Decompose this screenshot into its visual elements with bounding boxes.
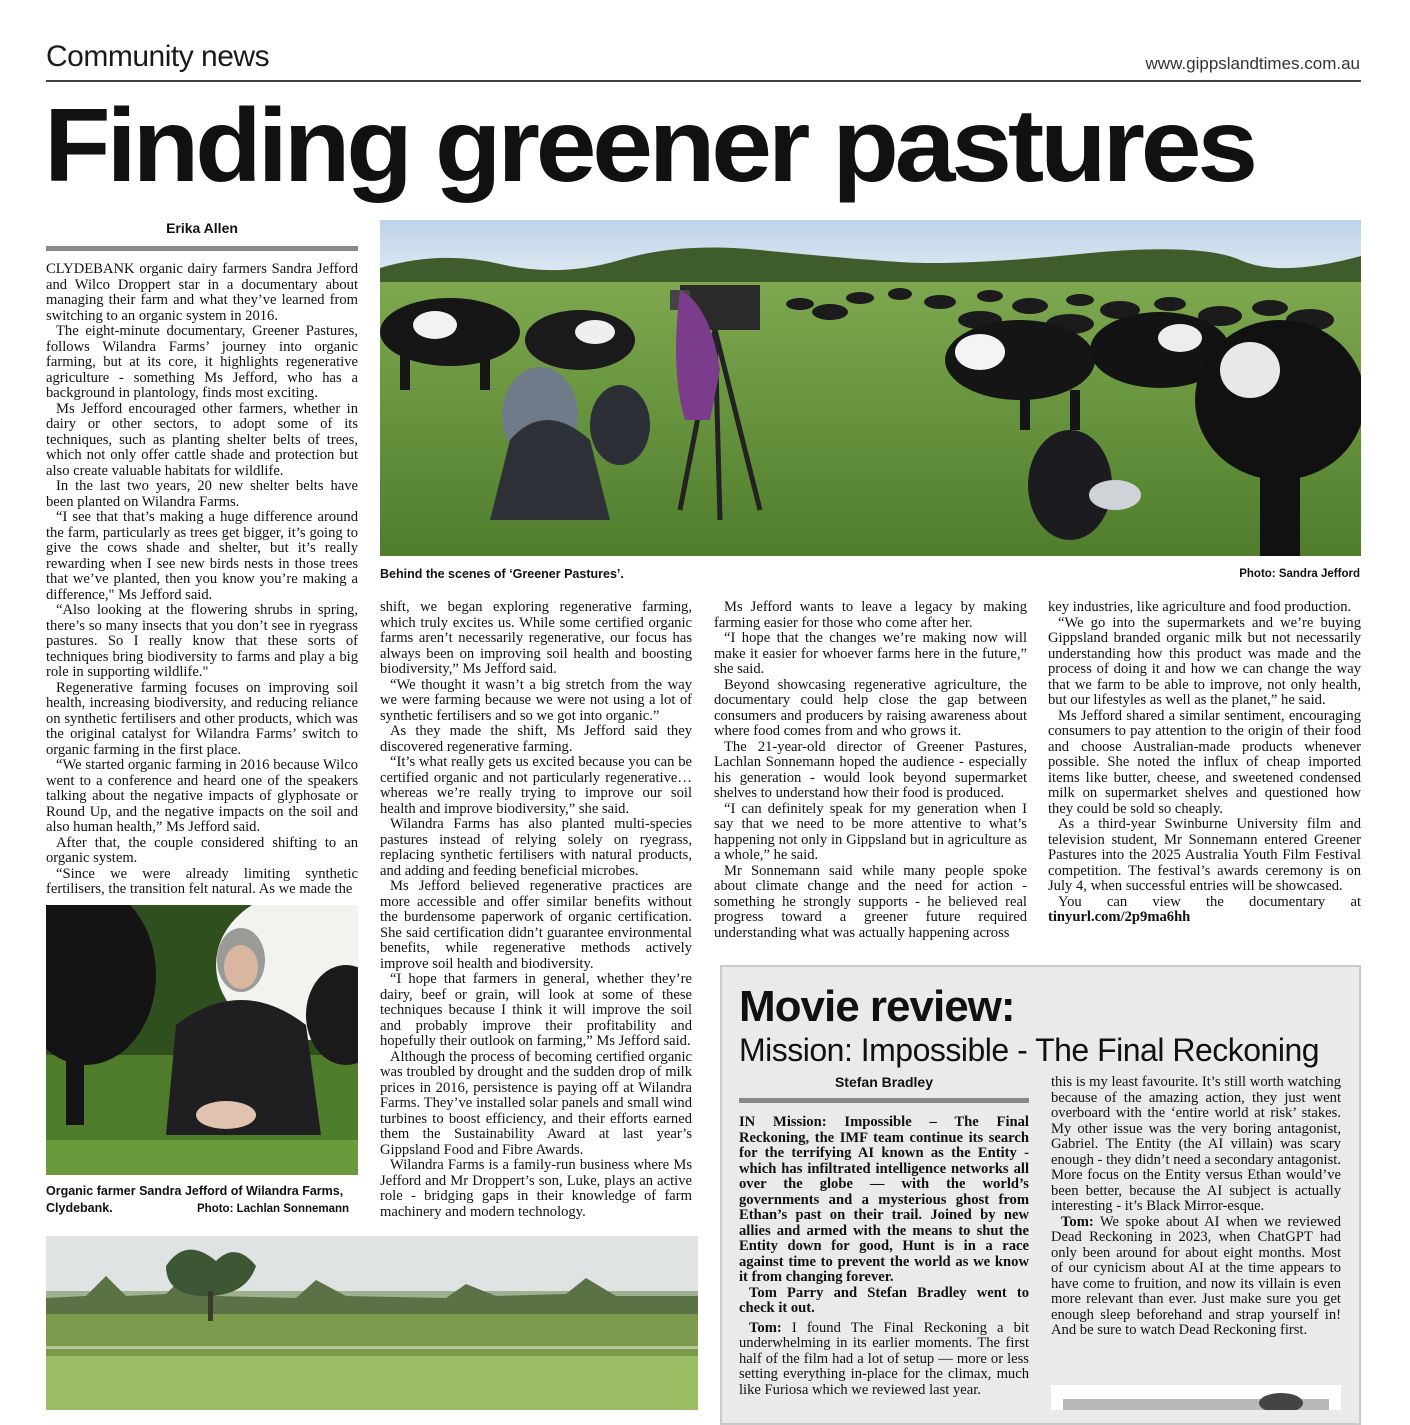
photo-film-crew-cows (380, 220, 1361, 556)
paragraph: this is my least favourite. It’s still worth watching because of the amazing action, they just went overboard with the ‘entire world at risk’ stakes. My other issue was the very boring antagonist, Gabriel. The Entity (the AI villain) was scary enough - they didn’t need a secondary antagonist. More focus on the Entity versus Ethan would’ve been better, because the AI subject is actually interesting - it’s Black Mirror-esque. (1051, 1074, 1341, 1214)
paragraph: “I hope that the changes we’re making now will make it easier for whoever farms here in the future,” she said. (714, 630, 1027, 677)
review-intro: IN Mission: Impossible – The Final Reckoning, the IMF team continue its search for the terrifying AI known as the Entity - which has infiltrated intelligence networks all over the globe — with the world’s governments and a mysterious ghost from Ethan’s past on their trail. Joined by new allies and armed with the means to shut the Entity down for good, Hunt is in a race against time to prevent the world as we know it from changing forever. (739, 1115, 1029, 1285)
review-photo (1051, 1385, 1341, 1410)
paragraph: Ms Jefford wants to leave a legacy by making farming easier for those who come after her. (714, 599, 1027, 631)
website-url[interactable]: www.gippslandtimes.com.au (1145, 54, 1360, 73)
paragraph: As they made the shift, Ms Jefford said they discovered regenerative farming. (380, 723, 692, 755)
paragraph: key industries, like agriculture and food production. (1048, 599, 1352, 615)
paragraph: Wilandra Farms is a family-run business where Ms Jefford and Mr Droppert’s son, Luke, plays an active role - bridging gaps in their knowledge of farm machinery and modern technology. (380, 1157, 692, 1220)
article-column-4 (1048, 600, 1361, 926)
article-column-3 (714, 600, 1027, 941)
photo-credit: Photo: Lachlan Sonnemann (197, 1203, 350, 1215)
headline: Finding greener pastures (44, 88, 1254, 204)
review-subtitle: Mission: Impossible - The Final Reckoning (739, 1032, 1320, 1068)
paragraph: “Also looking at the flowering shrubs in spring, there’s so many insects that you don’t see in ryegrass pastures. So I really know that these sorts of techniques bring biodiversity to farms and play a big role in supporting wildlife." (46, 602, 358, 680)
documentary-link[interactable]: tinyurl.com/2p9ma6hh (1048, 909, 1191, 925)
photo-farm-landscape (46, 1236, 698, 1410)
paragraph: Tom: I found The Final Reckoning a bit underwhelming in its earlier moments. The first half of the film had a lot of setup — more or less setting everything in-place for the climax, much like Furiosa which we reviewed last year. (739, 1319, 1029, 1398)
review-column-2 (1051, 1075, 1341, 1339)
review-title: Movie review: (739, 982, 1015, 1031)
paragraph: In the last two years, 20 new shelter belts have been planted on Wilandra Farms. (46, 478, 358, 510)
paragraph: Ms Jefford believed regenerative practices are more accessible and offer similar benefits without the burdensome paperwork of organic certification. She said certification didn’t guarantee environmental benefits, while regenerative methods actively improve soil health and biodiversity. (380, 878, 692, 972)
paragraph: The 21-year-old director of Greener Pastures, Lachlan Sonnemann hoped the audience - especially his generation - would look beyond supermarket shelves to understand how their food is produced. (714, 738, 1027, 801)
photo-credit: Photo: Sandra Jefford (1239, 568, 1360, 580)
paragraph: Wilandra Farms has also planted multi-species pastures instead of relying solely on ryegrass, replacing synthetic fertilisers with natural products, and adding and feeding beneficial microbes. (380, 816, 692, 879)
photo-sandra-jefford (46, 905, 358, 1175)
article-column-2 (380, 600, 692, 1220)
paragraph: “We started organic farming in 2016 because Wilco went to a conference and heard one of the speakers talking about the negative impacts of glyphosate or Round Up, and the negative impacts on the soil and also human health,” Ms Jefford said. (46, 757, 358, 835)
paragraph: “It’s what really gets us excited because you can be certified organic and not particularly regenerative… whereas we’re really trying to improve our soil health and improve biodiversity,” she said. (380, 754, 692, 817)
paragraph: “I see that that’s making a huge difference around the farm, particularly as trees get bigger, it’s going to give the cows shade and shelter, but it’s really rewarding when I see new birds nests in those trees that we’ve planted, then you know you’re making a difference," Ms Jefford said. (46, 509, 358, 603)
paragraph: “We thought it wasn’t a big stretch from the way we were farming because we were not using a lot of synthetic fertilisers and so we got into organic.” (380, 676, 692, 724)
paragraph: “I hope that farmers in general, whether they’re dairy, beef or grain, will look at some of these techniques because I think it will improve the soil and probably improve their profitability and hopefully their outlook on farming,” Ms Jefford said. (380, 971, 692, 1049)
review-byline: Stefan Bradley (834, 1074, 934, 1090)
paragraph: You can view the documentary at tinyurl.com/2p9ma6hh (1048, 893, 1361, 925)
photo-caption: Organic farmer Sandra Jefford of Wilandra Farms, Clydebank. (46, 1184, 344, 1215)
photo-caption: Behind the scenes of ‘Greener Pastures’. (380, 567, 624, 581)
review-byline-rule (739, 1098, 1029, 1103)
paragraph: Regenerative farming focuses on improving soil health, increasing biodiversity, and reducing reliance on synthetic fertilisers and other products, which was the original catalyst for Wilandra Farms’ switch to organic farming in the first place. (46, 679, 358, 758)
paragraph: Tom: We spoke about AI when we reviewed Dead Reckoning in 2023, when ChatGPT had only been around for about eight months. Most of our cynicism about AI at the time appears to have come to fruition, and now its villain is even more relevant than ever. Just make sure you get enough sleep beforehand and strap yourself in! And be sure to watch Dead Reckoning first. (1051, 1213, 1341, 1338)
paragraph: “Since we were already limiting synthetic fertilisers, the transition felt natural. As we made the (46, 865, 358, 897)
paragraph: Ms Jefford encouraged other farmers, whether in dairy or other sectors, to adopt some of its techniques, such as planting shelter belts of trees, which not only offer cattle shade and protection but also create valuable habitats for wildlife. (46, 400, 358, 479)
article-column-1 (46, 262, 358, 898)
header-rule (46, 80, 1361, 82)
paragraph: As a third-year Swinburne University film and television student, Mr Sonnemann entered Greener Pastures into the 2025 Australia Youth Film Festival competition. The festival’s awards ceremony is on July 4, when successful entries will be showcased. (1048, 816, 1361, 894)
review-intro-2: Tom Parry and Stefan Bradley went to check it out. (739, 1284, 1029, 1316)
paragraph: “I can definitely speak for my generation when I say that we need to be more attentive to what’s happening not only in Gippsland but in agriculture as a whole,” he said. (714, 800, 1027, 863)
byline: Erika Allen (166, 220, 238, 236)
paragraph: Beyond showcasing regenerative agriculture, the documentary could help close the gap between consumers and producers by raising awareness about where food comes from and who grows it. (714, 676, 1027, 739)
paragraph: CLYDEBANK organic dairy farmers Sandra Jefford and Wilco Droppert star in a documentary about managing their farm and what they’ve learned from switching to an organic system in 2016. (46, 261, 358, 324)
review-column-1 (739, 1115, 1029, 1405)
paragraph: shift, we began exploring regenerative farming, which truly excites us. While some certified organic farms aren’t necessarily regenerative, our focus has always been on improving soil health and boosting biodiversity,” Ms Jefford said. (380, 599, 692, 677)
paragraph: The eight-minute documentary, Greener Pastures, follows Wilandra Farms’ journey into organic farming, but at its core, it highlights regenerative agriculture - something Ms Jefford, who has a background in plantology, finds most exciting. (46, 323, 358, 401)
section-title: Community news (46, 40, 270, 73)
paragraph: Mr Sonnemann said while many people spoke about climate change and the need for action - something he strongly supports - he believed real progress toward a greener future required understanding what was actually happening across (714, 862, 1027, 941)
paragraph: After that, the couple considered shifting to an organic system. (46, 834, 358, 866)
paragraph: Although the process of becoming certified organic was troubled by drought and the sudden drop of milk prices in 2016, persistence is paying off at Wilandra Farms. They’ve installed solar panels and small wind turbines to boost efficiency, and their efforts earned them the Sustainability Award at last year’s Gippsland Food and Fibre Awards. (380, 1048, 692, 1158)
byline-rule (46, 246, 358, 251)
paragraph: Ms Jefford shared a similar sentiment, encouraging consumers to pay attention to the origin of their food and choose Australian-made products whenever possible. She noted the influx of cheap imported items like butter, cheese, and sweetened condensed milk on supermarket shelves and questioned how they could be sold so cheaply. (1048, 707, 1361, 817)
paragraph: “We go into the supermarkets and we’re buying Gippsland branded organic milk but not necessarily understanding how this product was made and the process of doing it and how we can change the way that we farm to be able to improve, not only health, but our lifestyles as well as the planet,” he said. (1048, 614, 1361, 708)
